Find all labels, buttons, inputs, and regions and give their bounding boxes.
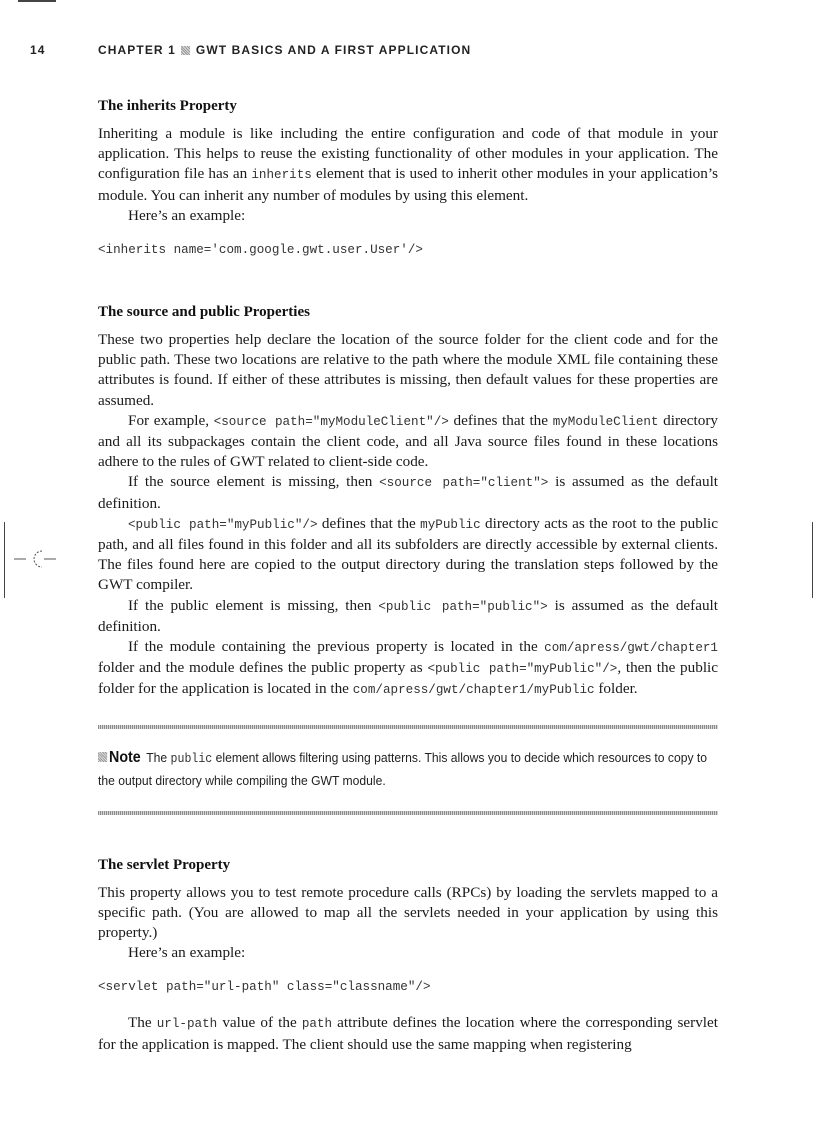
running-head: [30, 43, 730, 57]
crop-mark: [812, 522, 813, 598]
paragraph: Here’s an example:: [128, 206, 246, 224]
crop-mark: [18, 0, 56, 2]
code-example: <servlet path="url-path" class="classname"/>: [98, 980, 431, 995]
section-heading: The servlet Property: [98, 856, 231, 873]
paragraph: This property allows you to test remote procedure calls (RPCs) by loading the servlets mapped to a specific path. (You are allowed to map all the servlets needed in your application by using this property.): [98, 883, 718, 942]
paragraph: These two properties help declare the location of the source folder for the client code and for the public path. These two locations are relative to the path where the module XML file containing these attributes is found. If either of these attributes is missing, then default values for these properties are assumed.: [98, 331, 718, 409]
paragraph: If the module containing the previous property is located in the com/apress/gwt/chapter1 folder and the module defines the public property as <public path="myPublic"/>, then the public folder for the application is located in the com/apress/gwt/chapter1/myPublic folder.: [98, 638, 719, 698]
chapter-label: CHAPTER 1: [98, 43, 176, 57]
section-inherits: [98, 96, 718, 260]
section-heading: The source and public Properties: [98, 304, 310, 321]
crop-mark: [4, 522, 5, 598]
paragraph: <public path="myPublic"/> defines that the myPublic directory acts as the root to the public path, and all files found in this folder and all its subfolders are directly accessible by external clients. The files found here are copied to the output directory during the translation steps followed by the GWT compiler.: [98, 514, 719, 594]
note-bottom-rule: [98, 811, 718, 815]
code-example: <inherits name='com.google.gwt.user.User'/>: [98, 243, 423, 258]
chapter-title: GWT BASICS AND A FIRST APPLICATION: [195, 43, 472, 57]
separator-square-icon: [181, 46, 190, 55]
section-heading: The inherits Property: [98, 98, 237, 114]
section-source-public: [98, 302, 718, 701]
paragraph: Inheriting a module is like including the entire configuration and code of that module in your application. This helps to reuse the existing functionality of other modules in your application. The configuration file has an inherits element that is used to inherit other modules in your application’s module. You can inherit any number of modules by using this element.: [98, 125, 718, 204]
paragraph: If the public element is missing, then <public path="public"> is assumed as the default definition.: [98, 596, 718, 635]
paragraph: For example, <source path="myModuleClient"/> defines that the myModuleClient directory and all its subpackages contain the client code, and all Java source files found in these locations adhere to the rules of GWT related to client-side code.: [98, 411, 718, 471]
section-servlet: [98, 855, 718, 1055]
page-body: [98, 96, 718, 1055]
registration-mark-icon: [14, 545, 62, 573]
note-square-icon: [98, 752, 107, 762]
paragraph: Here’s an example:: [128, 944, 246, 962]
paragraph: If the source element is missing, then <source path="client"> is assumed as the default definition.: [98, 473, 719, 512]
note-label: Note: [109, 748, 141, 766]
note-box: [98, 725, 718, 815]
paragraph: The url-path value of the path attribute defines the location where the corresponding servlet for the application is mapped. The client should use the same mapping when registering: [98, 1014, 718, 1053]
page-number: 14: [30, 43, 46, 57]
note-text: Note The public element allows filtering using patterns. This allows you to decide which resources to copy to the output directory while compiling the GWT module.: [98, 748, 708, 788]
